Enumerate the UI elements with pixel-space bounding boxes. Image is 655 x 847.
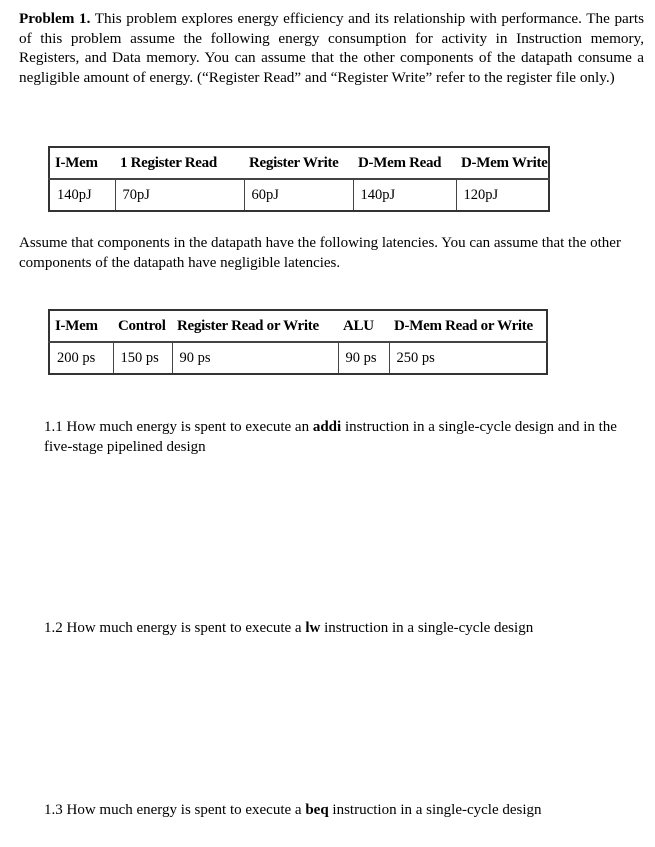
- energy-header-cell: I-Mem: [49, 147, 115, 179]
- latency-value-cell: 150 ps: [113, 342, 172, 374]
- instruction-keyword: beq: [305, 802, 329, 818]
- energy-table-header-row: [49, 147, 549, 179]
- energy-table-value-row: [49, 179, 549, 211]
- question-text: instruction in a single-cycle design: [328, 802, 542, 818]
- latency-table: [48, 309, 548, 375]
- problem-heading: Problem 1.: [19, 10, 91, 27]
- energy-header-cell: D-Mem Read: [353, 147, 456, 179]
- latency-table-header-row: [49, 310, 547, 342]
- energy-value-cell: 140pJ: [353, 179, 456, 211]
- instruction-keyword: addi: [312, 419, 342, 435]
- question-text: 1.3 How much energy is spent to execute a: [44, 802, 306, 818]
- question-text: 1.1 How much energy is spent to execute an: [44, 419, 313, 435]
- latency-table-value-row: [49, 342, 547, 374]
- energy-header-cell: 1 Register Read: [115, 147, 244, 179]
- energy-table: [48, 146, 550, 212]
- problem-text: This problem explores energy efficiency and its relationship with performance. The parts of this problem assume the following energy consumption for activity in Instruction memory, Registers, and Data memory. You can assume that the other components of the datapath consume a negligible amount of energy. (“Register Read” and “Register Write” refer to the register file only.): [19, 10, 644, 86]
- energy-header-cell: D-Mem Write: [456, 147, 549, 179]
- energy-value-cell: 120pJ: [456, 179, 549, 211]
- latency-value-cell: 250 ps: [389, 342, 547, 374]
- latency-header-cell: ALU: [338, 310, 389, 342]
- problem-statement: [19, 9, 644, 87]
- latency-header-cell: Register Read or Write: [172, 310, 338, 342]
- latency-value-cell: 90 ps: [338, 342, 389, 374]
- question-1-2: [44, 619, 644, 639]
- question-text: 1.2 How much energy is spent to execute a: [44, 620, 306, 636]
- question-1-1: [44, 418, 644, 457]
- latency-intro: Assume that components in the datapath have the following latencies. You can assume that the other components of the datapath have negligible latencies.: [19, 235, 621, 271]
- latency-header-cell: D-Mem Read or Write: [389, 310, 547, 342]
- energy-value-cell: 70pJ: [115, 179, 244, 211]
- question-text: instruction in a single-cycle design and in the five-stage pipelined design: [44, 419, 617, 455]
- energy-value-cell: 140pJ: [57, 186, 92, 203]
- energy-header-cell: Register Write: [244, 147, 353, 179]
- latency-value-cell: 200 ps: [57, 349, 96, 366]
- instruction-keyword: lw: [305, 620, 321, 636]
- question-text: instruction in a single-cycle design: [320, 620, 534, 636]
- latency-value-cell: 90 ps: [172, 342, 338, 374]
- question-1-3: [44, 801, 644, 821]
- latency-header-cell: Control: [113, 310, 172, 342]
- energy-value-cell: 60pJ: [244, 179, 353, 211]
- latency-header-cell: I-Mem: [49, 310, 113, 342]
